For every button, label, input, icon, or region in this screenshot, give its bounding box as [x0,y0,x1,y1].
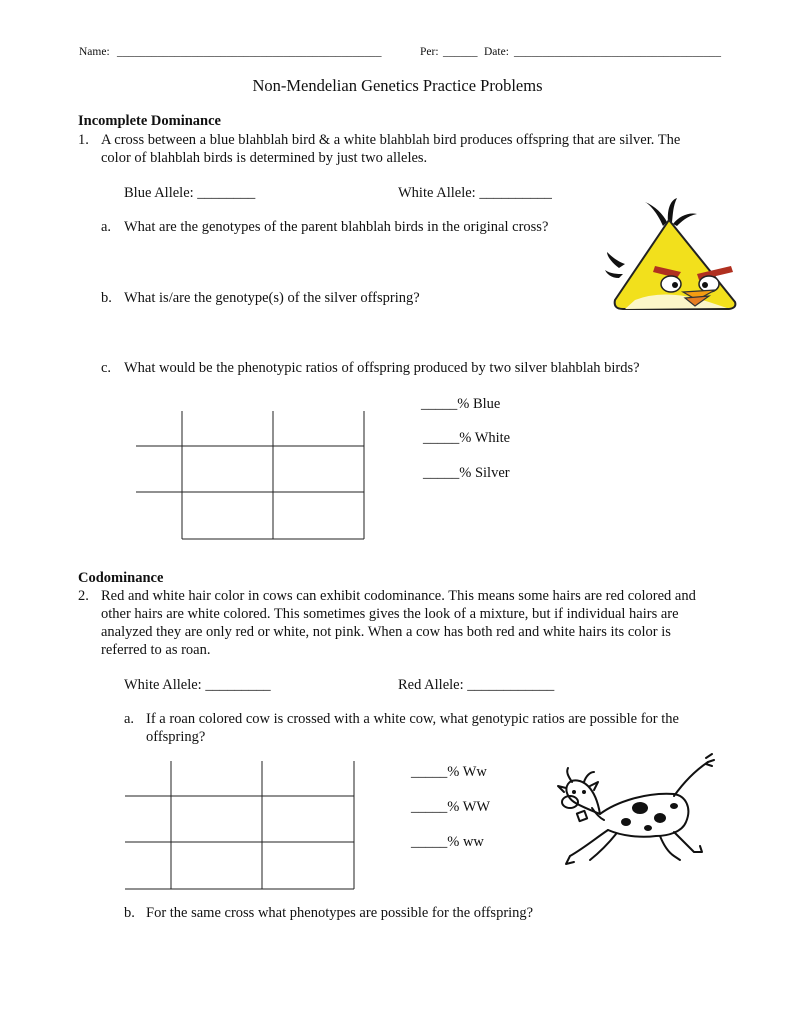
white-allele-field[interactable]: White Allele: __________ [398,185,552,201]
sub-letter: b. [101,290,112,306]
question-text: analyzed they are only red or white, not pink. When a cow has both red and white hairs its color is [101,624,671,640]
question-text: Red and white hair color in cows can exhibit codominance. This means some hairs are red colored and [101,588,696,604]
ratio-silver-field[interactable]: _____% Silver [423,465,510,481]
punnett-square[interactable] [130,408,370,542]
yellow-bird-image [605,196,743,322]
question-text: other hairs are white colored. This sometimes gives the look of a mixture, but if individual hairs are [101,606,679,622]
section-heading-incomplete-dominance: Incomplete Dominance [78,113,221,129]
sub-letter: a. [101,219,112,235]
sub-letter: a. [124,711,135,727]
punnett-square[interactable] [120,758,360,892]
date-label: Date: [484,46,509,58]
red-allele-field[interactable]: Red Allele: ____________ [398,677,555,693]
ratio-ww-dom-field[interactable]: _____% WW [411,799,491,815]
sub-question-text: What would be the phenotypic ratios of offspring produced by two silver blahblah birds? [124,360,640,376]
sub-question-text: What is/are the genotype(s) of the silver offspring? [124,290,420,306]
sub-letter: c. [101,360,112,376]
per-field[interactable]: ______ [443,46,478,58]
question-text: referred to as roan. [101,642,211,658]
sub-letter: b. [124,905,135,921]
question-number: 2. [78,588,89,604]
ratio-blue-field[interactable]: _____% Blue [421,396,501,412]
blue-allele-field[interactable]: Blue Allele: ________ [124,185,256,201]
ratio-ww-rec-field[interactable]: _____% ww [411,834,484,850]
sub-question-text: If a roan colored cow is crossed with a white cow, what genotypic ratios are possible for the [146,711,679,727]
section-heading-codominance: Codominance [78,570,164,586]
white-allele-field[interactable]: White Allele: _________ [124,677,271,693]
cow-image [556,752,716,872]
name-label: Name: [79,46,110,58]
sub-question-text: For the same cross what phenotypes are possible for the offspring? [146,905,534,921]
sub-question-text: What are the genotypes of the parent blahblah birds in the original cross? [124,219,549,235]
per-label: Per: [420,46,439,58]
question-text: A cross between a blue blahblah bird & a white blahblah bird produces offspring that are silver. The [101,132,681,148]
page-title: Non-Mendelian Genetics Practice Problems [252,76,543,95]
ratio-ww-het-field[interactable]: _____% Ww [411,764,487,780]
sub-question-text: offspring? [146,729,206,745]
name-field[interactable]: ______________________________________________ [117,46,382,58]
date-field[interactable]: ____________________________________ [514,46,721,58]
question-number: 1. [78,132,89,148]
ratio-white-field[interactable]: _____% White [423,430,511,446]
question-text: color of blahblah birds is determined by just two alleles. [101,150,428,166]
